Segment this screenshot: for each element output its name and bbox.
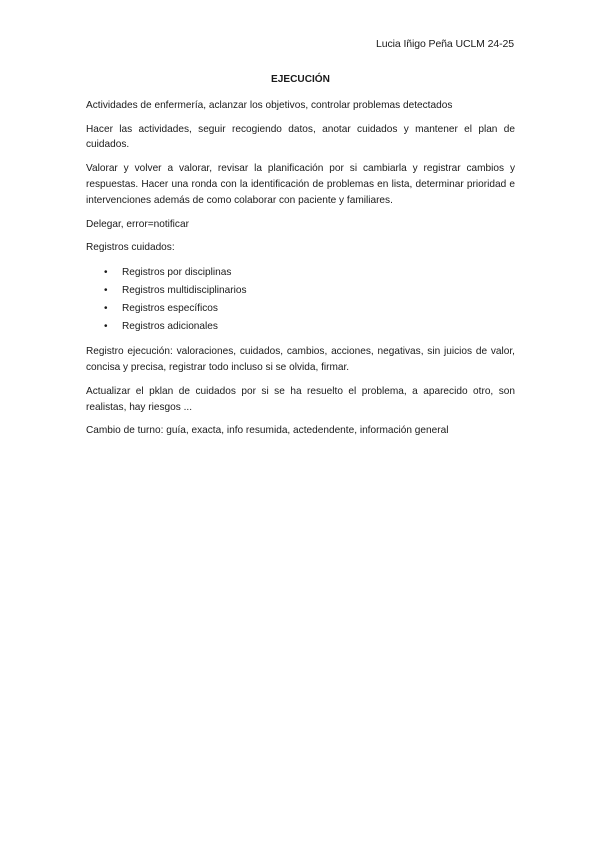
list-item <box>104 282 515 300</box>
list-item-text: Registros adicionales <box>122 321 218 333</box>
paragraph-assess: Valorar y volver a valorar, revisar la planificación por si cambiarla y registrar cambios y respuestas. Hacer una ronda con la identificación de problemas en lista, determinar prioridad e intervenciones además de como colaborar con paciente y familiares. <box>86 163 515 206</box>
list-item-text: Registros por disciplinas <box>122 267 232 279</box>
bullet-icon: • <box>104 267 108 279</box>
paragraph-records-heading: Registros cuidados: <box>86 242 175 254</box>
list-item <box>104 318 515 336</box>
paragraph-do-activities: Hacer las actividades, seguir recogiendo datos, anotar cuidados y mantener el plan de cuidados. <box>86 123 515 151</box>
list-item <box>104 264 515 282</box>
records-list <box>86 264 515 336</box>
bullet-icon: • <box>104 303 108 315</box>
bullet-icon: • <box>104 285 108 297</box>
document-title: EJECUCIÓN <box>271 74 330 85</box>
paragraph-delegate: Delegar, error=notificar <box>86 218 189 230</box>
paragraph-activities: Actividades de enfermería, aclanzar los objetivos, controlar problemas detectados <box>86 99 453 111</box>
list-item-text: Registros específicos <box>122 303 218 315</box>
paragraph-shift-change: Cambio de turno: guía, exacta, info resumida, actedendente, información general <box>86 425 449 437</box>
bullet-icon: • <box>104 321 108 333</box>
document-body <box>86 72 515 447</box>
paragraph-update-plan: Actualizar el pklan de cuidados por si se ha resuelto el problema, a aparecido otro, son realistas, hay riesgos ... <box>86 385 515 413</box>
page-header-author: Lucia Iñigo Peña UCLM 24-25 <box>376 38 514 50</box>
paragraph-record-execution: Registro ejecución: valoraciones, cuidados, cambios, acciones, negativas, sin juicios de valor, concisa y precisa, registrar todo incluso si se olvida, firmar. <box>86 346 515 373</box>
list-item <box>104 300 515 318</box>
list-item-text: Registros multidisciplinarios <box>122 285 247 297</box>
